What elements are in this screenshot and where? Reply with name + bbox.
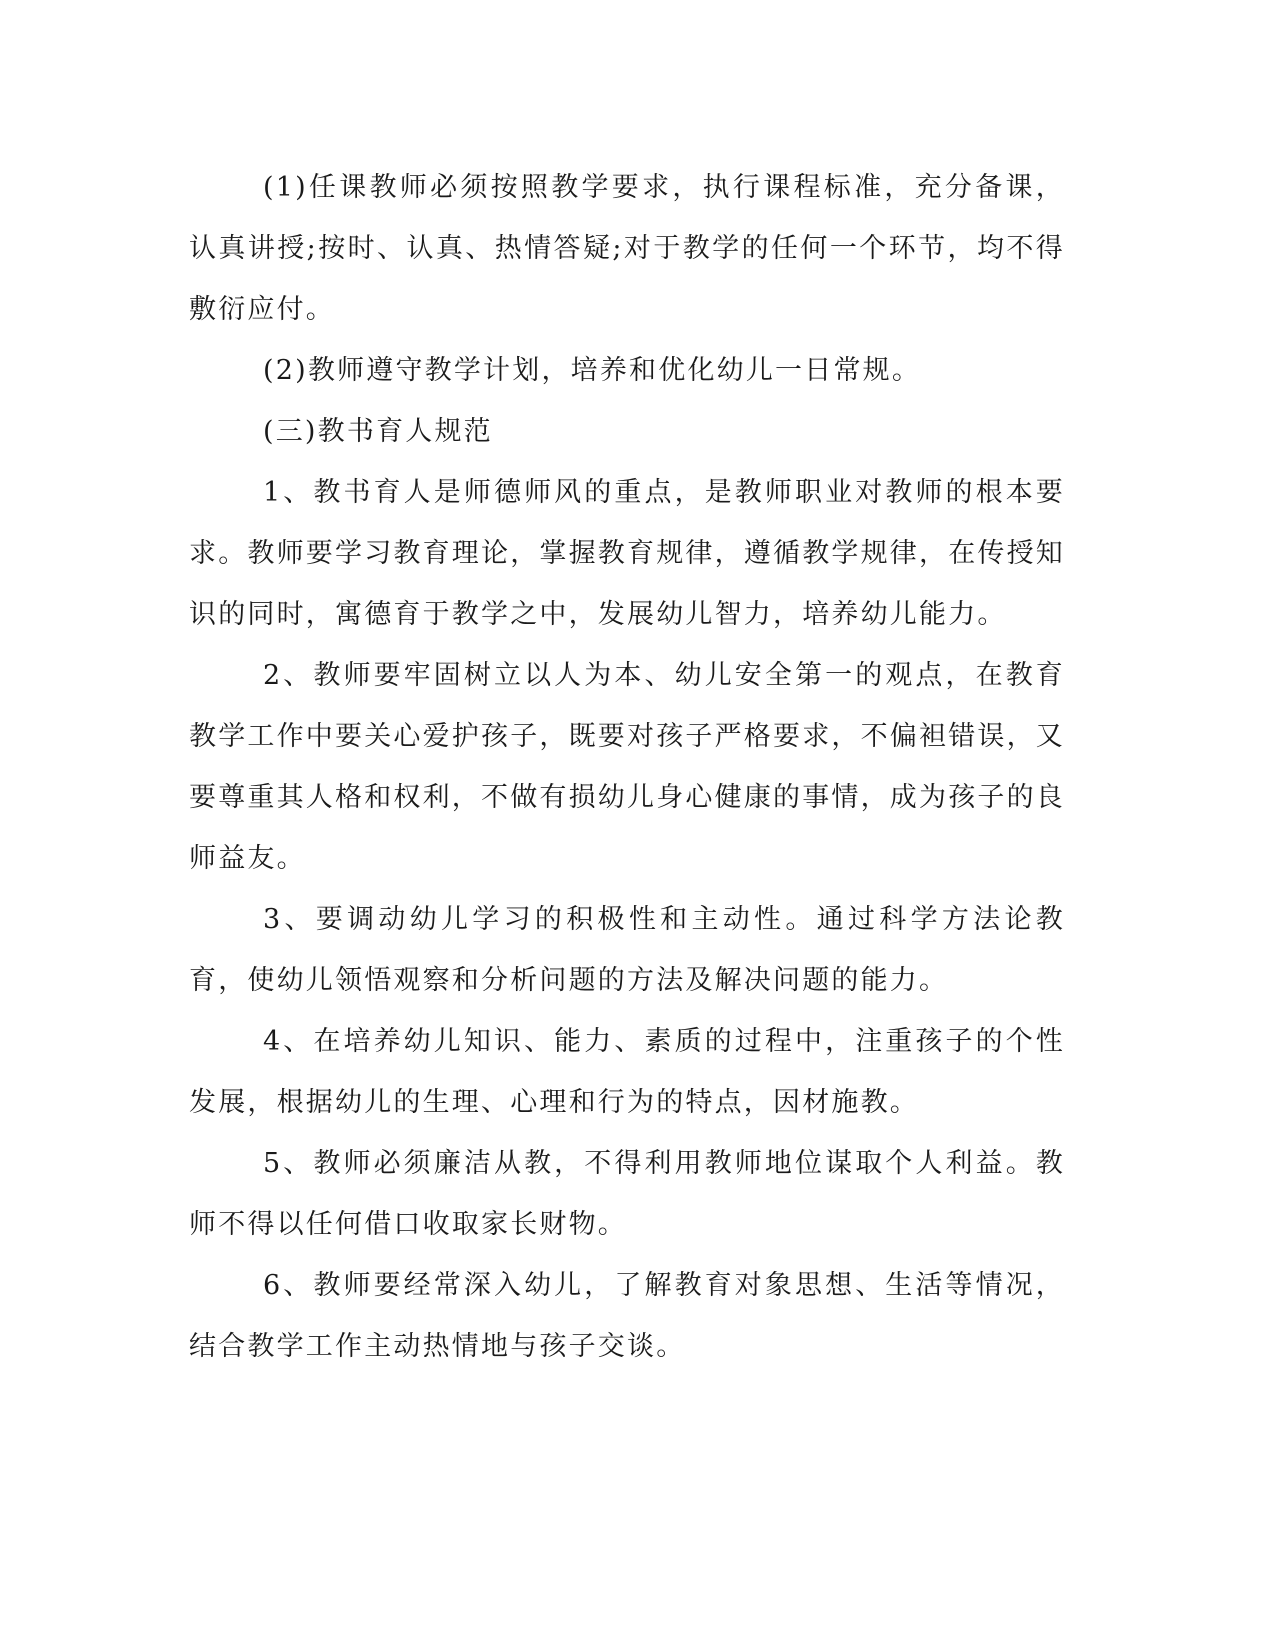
section-heading-education-norms: (三)教书育人规范: [263, 416, 493, 447]
document-body: [189, 157, 1065, 1377]
paragraph-item-2: 2、教师要牢固树立以人为本、幼儿安全第一的观点，在教育教学工作中要关心爱护孩子，既要对孩子严格要求，不偏袒错误，又要尊重其人格和权利，不做有损幼儿身心健康的事情，成为孩子的良师益友。: [189, 660, 1065, 874]
paragraph-item-6: 6、教师要经常深入幼儿，了解教育对象思想、生活等情况，结合教学工作主动热情地与孩子交谈。: [189, 1270, 1065, 1362]
paragraph-item-5: 5、教师必须廉洁从教，不得利用教师地位谋取个人利益。教师不得以任何借口收取家长财物。: [189, 1148, 1065, 1240]
paragraph-teaching-requirements: (1)任课教师必须按照教学要求，执行课程标准，充分备课，认真讲授;按时、认真、热情答疑;对于教学的任何一个环节，均不得敷衍应付。: [189, 172, 1065, 325]
paragraph-item-1: 1、教书育人是师德师风的重点，是教师职业对教师的根本要求。教师要学习教育理论，掌握教育规律，遵循教学规律，在传授知识的同时，寓德育于教学之中，发展幼儿智力，培养幼儿能力。: [189, 477, 1065, 630]
paragraph-item-3: 3、要调动幼儿学习的积极性和主动性。通过科学方法论教育，使幼儿领悟观察和分析问题的方法及解决问题的能力。: [189, 904, 1065, 996]
paragraph-item-4: 4、在培养幼儿知识、能力、素质的过程中，注重孩子的个性发展，根据幼儿的生理、心理和行为的特点，因材施教。: [189, 1026, 1065, 1118]
paragraph-teaching-plan: (2)教师遵守教学计划，培养和优化幼儿一日常规。: [263, 355, 922, 386]
